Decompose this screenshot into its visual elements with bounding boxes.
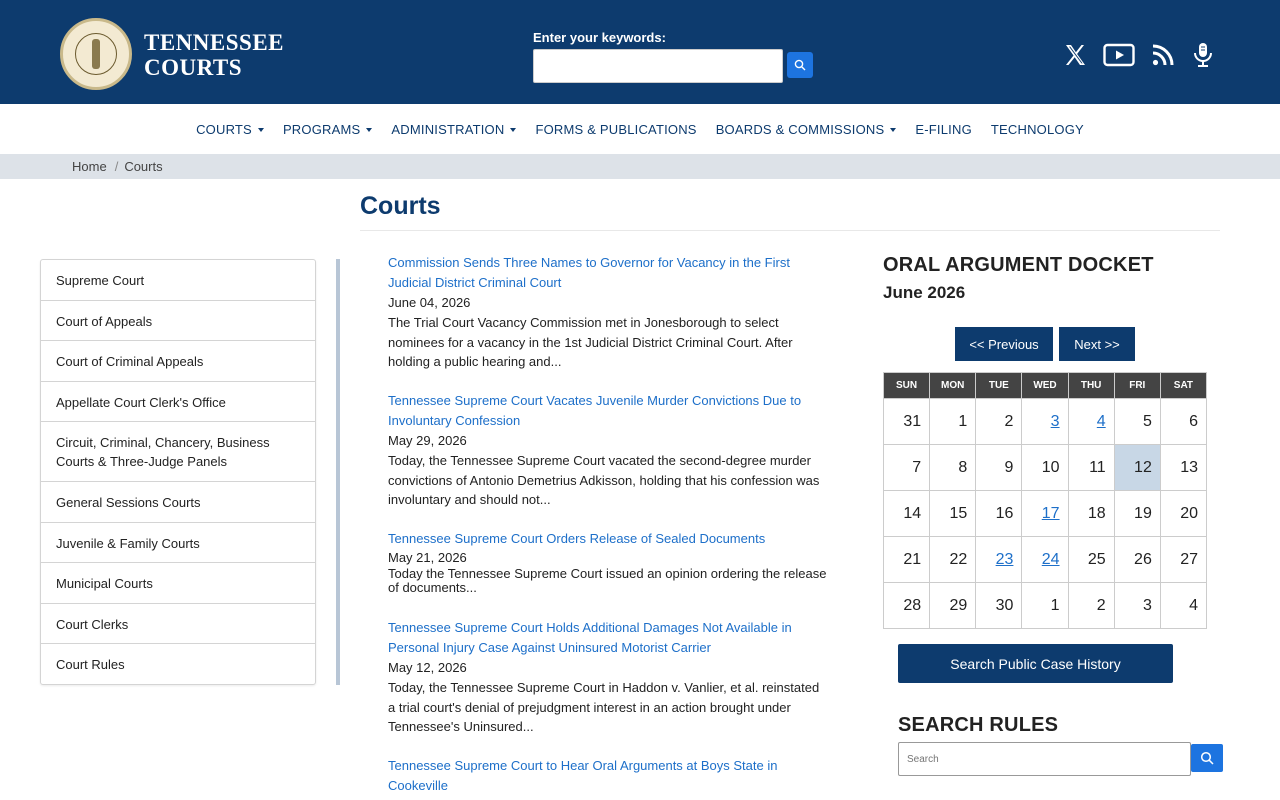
keyword-search-button[interactable] xyxy=(787,52,813,78)
caret-down-icon xyxy=(366,128,372,132)
title-divider xyxy=(360,230,1220,231)
sidebar-item-supreme-court[interactable]: Supreme Court xyxy=(56,273,145,288)
calendar-day-link[interactable]: 4 xyxy=(1068,399,1114,445)
calendar-week-row xyxy=(884,399,1207,445)
calendar-week-row xyxy=(884,445,1207,491)
nav-boards-commissions[interactable]: BOARDS & COMMISSIONS xyxy=(706,122,906,137)
news-summary: Today the Tennessee Supreme Court issued an opinion ordering the release of documents... xyxy=(388,566,827,595)
search-rules-heading: SEARCH RULES xyxy=(898,714,1059,736)
site-header xyxy=(0,0,1280,104)
calendar-day: 8 xyxy=(930,445,976,491)
sidebar-item-court-of-appeals[interactable]: Court of Appeals xyxy=(41,300,315,340)
calendar-next-button[interactable]: Next >> xyxy=(1059,327,1135,361)
news-item xyxy=(388,756,830,796)
rss-link[interactable] xyxy=(1148,40,1178,70)
calendar-day: 3 xyxy=(1114,583,1160,629)
calendar-day: 1 xyxy=(1022,583,1068,629)
docket-heading: ORAL ARGUMENT DOCKET xyxy=(883,254,1154,276)
calendar-day-link[interactable]: 24 xyxy=(1022,537,1068,583)
news-item xyxy=(388,253,830,372)
calendar-week-row xyxy=(884,583,1207,629)
nav-administration[interactable]: ADMINISTRATION xyxy=(382,122,526,137)
nav-e-filing[interactable]: E-FILING xyxy=(915,121,972,137)
calendar-day: 4 xyxy=(1160,583,1206,629)
sidebar-item-municipal-courts[interactable]: Municipal Courts xyxy=(41,562,315,603)
news-summary: The Trial Court Vacancy Commission met in Jonesborough to select nominees for a vacancy in the 1st Judicial District Criminal Court. After holding a public hearing and... xyxy=(388,315,793,369)
search-icon xyxy=(1200,751,1214,765)
calendar-day: 27 xyxy=(1160,537,1206,583)
calendar-day: 1 xyxy=(930,399,976,445)
calendar-day: 25 xyxy=(1068,537,1114,583)
news-title-link[interactable]: Tennessee Supreme Court Vacates Juvenile Murder Convictions Due to Involuntary Confession xyxy=(388,393,802,428)
weekday-fri: FRI xyxy=(1114,373,1160,399)
news-title-link[interactable]: Tennessee Supreme Court Holds Additional Damages Not Available in Personal Injury Case Against Uninsured Motorist Carrier xyxy=(388,620,792,655)
page-title: Courts xyxy=(360,192,441,220)
calendar-day: 11 xyxy=(1068,445,1114,491)
calendar-day: 21 xyxy=(884,537,930,583)
calendar-day: 20 xyxy=(1160,491,1206,537)
calendar-day: 5 xyxy=(1114,399,1160,445)
x-icon xyxy=(1063,43,1087,67)
calendar-day-link[interactable]: 3 xyxy=(1022,399,1068,445)
calendar-day: 30 xyxy=(976,583,1022,629)
news-title-link[interactable]: Commission Sends Three Names to Governor for Vacancy in the First Judicial District Criminal Court xyxy=(388,255,790,290)
breadcrumb-home-link[interactable]: Home xyxy=(72,159,107,174)
keyword-search-input[interactable] xyxy=(533,49,783,83)
tennessee-judiciary-seal-logo[interactable] xyxy=(60,18,132,90)
keyword-label: Enter your keywords: xyxy=(533,30,666,45)
nav-forms-publications[interactable]: FORMS & PUBLICATIONS xyxy=(535,121,697,137)
nav-courts[interactable]: COURTS xyxy=(187,122,274,137)
calendar-week-row xyxy=(884,491,1207,537)
sidebar-item-court-clerks[interactable]: Court Clerks xyxy=(41,603,315,643)
calendar-day: 7 xyxy=(884,445,930,491)
calendar-previous-button[interactable]: << Previous xyxy=(955,327,1053,361)
calendar-day: 22 xyxy=(930,537,976,583)
weekday-mon: MON xyxy=(930,373,976,399)
calendar-day: 26 xyxy=(1114,537,1160,583)
nav-programs[interactable]: PROGRAMS xyxy=(273,122,381,137)
sidebar-item-circuit-criminal-chancery[interactable]: Circuit, Criminal, Chancery, Business Courts & Three-Judge Panels xyxy=(41,421,315,481)
youtube-icon xyxy=(1103,43,1135,67)
main-nav xyxy=(0,104,1280,154)
search-public-case-history-button[interactable]: Search Public Case History xyxy=(898,644,1173,683)
breadcrumb-separator: / xyxy=(114,159,119,174)
calendar-day: 2 xyxy=(1068,583,1114,629)
news-summary: Today, the Tennessee Supreme Court in Haddon v. Vanlier, et al. reinstated a trial court's denial of prejudgment interest in an action brought under Tennessee's Uninsured... xyxy=(388,680,820,734)
news-title-link[interactable]: Tennessee Supreme Court Orders Release of Sealed Documents xyxy=(388,531,766,546)
weekday-sun: SUN xyxy=(884,373,930,399)
calendar-day: 18 xyxy=(1068,491,1114,537)
nav-technology[interactable]: TECHNOLOGY xyxy=(990,121,1084,137)
weekday-tue: TUE xyxy=(976,373,1022,399)
calendar-weekday-row xyxy=(884,373,1207,399)
sidebar-accent-bar xyxy=(336,259,340,685)
calendar-day-link[interactable]: 23 xyxy=(976,537,1022,583)
sidebar-item-general-sessions-courts[interactable]: General Sessions Courts xyxy=(41,481,315,522)
brand-wordmark[interactable] xyxy=(144,30,284,80)
breadcrumb-current: Courts xyxy=(124,159,163,174)
calendar-day: 13 xyxy=(1160,445,1206,491)
docket-month: June 2026 xyxy=(883,283,966,302)
calendar-day: 28 xyxy=(884,583,930,629)
seal-figure xyxy=(92,39,100,69)
calendar-day: 14 xyxy=(884,491,930,537)
calendar-day-link[interactable]: 17 xyxy=(1022,491,1068,537)
weekday-sat: SAT xyxy=(1160,373,1206,399)
sidebar-item-court-rules[interactable]: Court Rules xyxy=(41,643,315,684)
brand-line-2: COURTS xyxy=(144,55,243,80)
calendar-day: 15 xyxy=(930,491,976,537)
calendar-day: 9 xyxy=(976,445,1022,491)
podcast-icon xyxy=(1192,42,1214,68)
caret-down-icon xyxy=(510,128,516,132)
sidebar-item-appellate-court-clerks-office[interactable]: Appellate Court Clerk's Office xyxy=(41,381,315,421)
x-twitter-link[interactable] xyxy=(1060,40,1090,70)
news-date: May 12, 2026 xyxy=(388,660,467,675)
calendar-day: 2 xyxy=(976,399,1022,445)
brand-line-1: TENNESSEE xyxy=(144,30,285,55)
news-summary: Today, the Tennessee Supreme Court vacated the second-degree murder convictions of Antonio Demetrius Adkisson, holding that his confession was involuntary and should not... xyxy=(388,453,820,507)
news-item xyxy=(388,391,830,510)
docket-calendar xyxy=(883,372,1207,629)
sidebar-item-court-of-criminal-appeals[interactable]: Court of Criminal Appeals xyxy=(41,340,315,381)
calendar-day: 12 xyxy=(1114,445,1160,491)
sidebar-item-juvenile-family-courts[interactable]: Juvenile & Family Courts xyxy=(41,522,315,562)
calendar-week-row xyxy=(884,537,1207,583)
calendar-body xyxy=(884,399,1207,629)
calendar-day: 10 xyxy=(1022,445,1068,491)
news-date: May 21, 2026 xyxy=(388,550,467,565)
rss-icon xyxy=(1151,43,1175,67)
court-sidebar-menu xyxy=(40,259,316,685)
news-title-link[interactable]: Tennessee Supreme Court to Hear Oral Arguments at Boys State in Cookeville xyxy=(388,758,778,793)
news-item xyxy=(388,618,830,737)
podcast-link[interactable] xyxy=(1188,40,1218,70)
news-date: June 04, 2026 xyxy=(388,295,471,310)
rules-search-input[interactable] xyxy=(898,742,1191,776)
calendar-day: 29 xyxy=(930,583,976,629)
calendar-day: 16 xyxy=(976,491,1022,537)
caret-down-icon xyxy=(890,128,896,132)
caret-down-icon xyxy=(258,128,264,132)
search-icon xyxy=(794,59,806,71)
weekday-wed: WED xyxy=(1022,373,1068,399)
rules-search-button[interactable] xyxy=(1191,744,1223,772)
calendar-day: 6 xyxy=(1160,399,1206,445)
calendar-day: 19 xyxy=(1114,491,1160,537)
calendar-day: 31 xyxy=(884,399,930,445)
weekday-thu: THU xyxy=(1068,373,1114,399)
news-item xyxy=(388,529,830,595)
youtube-link[interactable] xyxy=(1102,40,1136,70)
news-date: May 29, 2026 xyxy=(388,433,467,448)
breadcrumb xyxy=(0,154,1280,179)
